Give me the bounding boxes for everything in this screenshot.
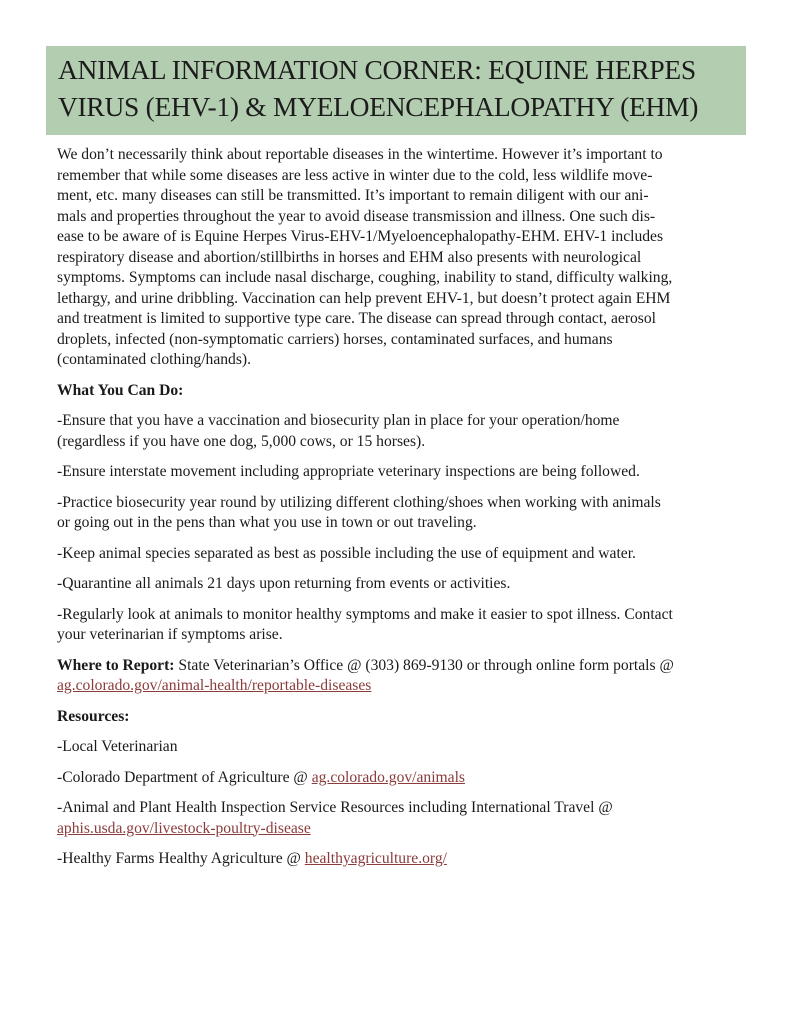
resource-hfha-text: -Healthy Farms Healthy Agriculture @ xyxy=(57,850,305,867)
action-item xyxy=(57,544,747,565)
intro-line: remember that while some diseases are less active in winter due to the cold, less wildlife move- xyxy=(57,166,653,184)
intro-line: lethargy, and urine dribbling. Vaccination can help prevent EHV-1, but doesn’t protect again EHM xyxy=(57,289,671,307)
intro-line: mals and properties throughout the year to avoid disease transmission and illness. One such dis- xyxy=(57,207,656,225)
header-banner xyxy=(46,46,746,135)
where-to-report-link-line xyxy=(57,676,747,697)
intro-line: symptoms. Symptoms can include nasal discharge, coughing, inability to stand, difficulty walking, xyxy=(57,269,673,286)
action-item-line: -Ensure interstate movement including appropriate veterinary inspections are being followed. xyxy=(57,463,640,480)
action-item-line: -Practice biosecurity year round by utilizing different clothing/shoes when working with animals xyxy=(57,493,661,511)
reportable-diseases-link[interactable]: ag.colorado.gov/animal-health/reportable-diseases xyxy=(57,677,372,694)
article-body xyxy=(57,145,747,870)
resource-hfha xyxy=(57,849,747,870)
healthy-agriculture-link[interactable]: healthyagriculture.org/ xyxy=(304,850,447,867)
page-title-line-2: VIRUS (EHV-1) & MYELOENCEPHALOPATHY (EHM) xyxy=(58,91,699,122)
what-you-can-do-heading: What You Can Do: xyxy=(57,381,184,399)
action-item-line: (regardless if you have one dog, 5,000 cows, or 15 horses). xyxy=(57,432,426,450)
intro-line: (contaminated clothing/hands). xyxy=(57,351,252,368)
resource-aphis xyxy=(57,798,747,839)
action-item xyxy=(57,574,747,595)
action-item-line: -Ensure that you have a vaccination and biosecurity plan in place for your operation/home xyxy=(57,412,620,429)
resource-cda-text: -Colorado Department of Agriculture @ xyxy=(57,768,312,786)
action-item-line: -Quarantine all animals 21 days upon returning from events or activities. xyxy=(57,575,511,592)
intro-line: and treatment is limited to supportive type care. The disease can spread through contact, aerosol xyxy=(57,310,657,327)
resource-cda xyxy=(57,768,747,789)
action-item-line: -Keep animal species separated as best as possible including the use of equipment and water. xyxy=(57,544,636,562)
intro-line: droplets, infected (non-symptomatic carriers) horses, contaminated surfaces, and humans xyxy=(57,330,613,348)
action-item-line: -Regularly look at animals to monitor healthy symptoms and make it easier to spot illness. Contact xyxy=(57,605,673,623)
intro-line: respiratory disease and abortion/stillbirths in horses and EHM also presents with neurological xyxy=(57,248,642,266)
action-item xyxy=(57,493,747,534)
action-item xyxy=(57,462,747,483)
action-item xyxy=(57,605,747,646)
where-to-report-line xyxy=(57,656,747,677)
where-to-report-section xyxy=(57,656,747,697)
resource-local-veterinarian: -Local Veterinarian xyxy=(57,738,178,755)
resource-aphis-link-line xyxy=(57,819,747,840)
action-item-line: or going out in the pens than what you use in town or out traveling. xyxy=(57,514,477,531)
where-to-report-text: State Veterinarian’s Office @ (303) 869-9130 or through online form portals @ xyxy=(174,656,674,674)
cda-animals-link[interactable]: ag.colorado.gov/animals xyxy=(311,768,465,786)
aphis-livestock-link[interactable]: aphis.usda.gov/livestock-poultry-disease xyxy=(57,819,311,837)
intro-line: ease to be aware of is Equine Herpes Virus-EHV-1/Myeloencephalopathy-EHM. EHV-1 includes xyxy=(57,228,664,245)
intro-paragraph xyxy=(57,145,747,371)
action-item-line: your veterinarian if symptoms arise. xyxy=(57,626,283,643)
where-to-report-label: Where to Report: xyxy=(57,656,175,674)
intro-line: We don’t necessarily think about reportable diseases in the wintertime. However it’s important to xyxy=(57,146,663,163)
page-title-line-1: ANIMAL INFORMATION CORNER: EQUINE HERPES xyxy=(58,54,696,85)
resource-aphis-text: -Animal and Plant Health Inspection Service Resources including International Travel @ xyxy=(57,799,613,816)
intro-line: ment, etc. many diseases can still be transmitted. It’s important to remain diligent with our ani- xyxy=(57,187,649,204)
action-item xyxy=(57,411,747,452)
resources-heading: Resources: xyxy=(57,707,130,725)
